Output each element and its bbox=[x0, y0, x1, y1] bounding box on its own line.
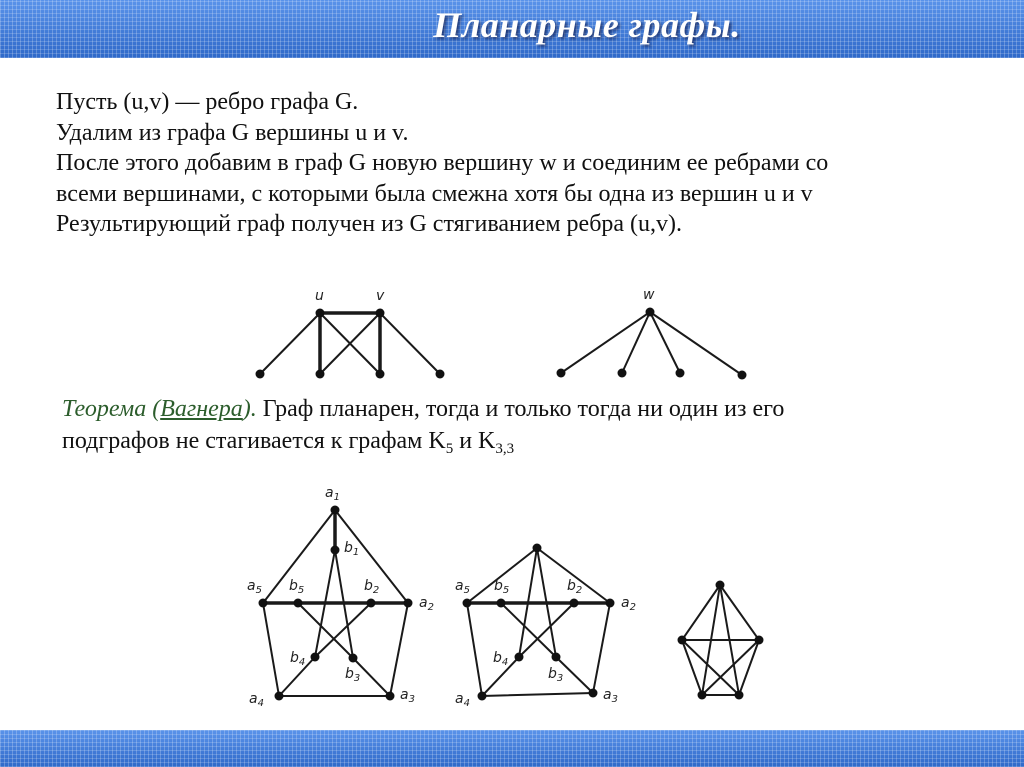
paragraph-line-3: После этого добавим в граф G новую вершину w и соединим ее ребрами со bbox=[56, 150, 829, 176]
vertex bbox=[606, 599, 615, 608]
paragraph-line-5: Результирующий граф получен из G стягиванием ребра (u,v). bbox=[56, 211, 683, 237]
label-w: w bbox=[643, 287, 655, 303]
vertex bbox=[497, 599, 506, 608]
k33-subscript: 3,3 bbox=[495, 441, 515, 457]
vertex bbox=[698, 691, 707, 700]
label-u: u bbox=[315, 288, 324, 304]
theorem-label: Теорема ( bbox=[62, 396, 161, 422]
theorem-text-2: подграфов не стагивается к графам K bbox=[62, 428, 446, 454]
label-a3: $a_3$ bbox=[603, 687, 618, 705]
slide-title: Планарные графы. bbox=[433, 5, 741, 45]
vertex-b5 bbox=[294, 599, 303, 608]
graph-before-contraction bbox=[260, 313, 440, 374]
vertex-a2 bbox=[404, 599, 413, 608]
k5-subscript: 5 bbox=[445, 441, 454, 457]
vertex bbox=[557, 369, 566, 378]
vertex-a4 bbox=[275, 692, 284, 701]
label-b4: $b_4$ bbox=[290, 650, 306, 668]
label-b5: $b_5$ bbox=[289, 578, 305, 596]
vertex bbox=[716, 581, 725, 590]
label-a5: $a_5$ bbox=[455, 578, 470, 596]
label-v: v bbox=[376, 288, 385, 304]
petersen-graph-1 bbox=[263, 510, 408, 696]
vertex-b4 bbox=[311, 653, 320, 662]
vertex-b2 bbox=[367, 599, 376, 608]
label-b1: $b_1$ bbox=[344, 540, 360, 558]
vertex bbox=[256, 370, 265, 379]
petersen-graph-2 bbox=[467, 548, 610, 696]
theorem-text-1: Граф планарен, тогда и только тогда ни один из его bbox=[256, 396, 785, 422]
vertex bbox=[589, 689, 598, 698]
vertex bbox=[436, 370, 445, 379]
vertex bbox=[570, 599, 579, 608]
vertex bbox=[463, 599, 472, 608]
label-b4: $b_4$ bbox=[493, 650, 509, 668]
vertex bbox=[316, 370, 325, 379]
vertex bbox=[478, 692, 487, 701]
vertex bbox=[376, 370, 385, 379]
vertex-a3 bbox=[386, 692, 395, 701]
vertex bbox=[515, 653, 524, 662]
vertex bbox=[755, 636, 764, 645]
label-a4: $a_4$ bbox=[455, 691, 470, 709]
label-a4: $a_4$ bbox=[249, 691, 264, 709]
label-b3: $b_3$ bbox=[345, 666, 361, 684]
footer-band bbox=[0, 730, 1024, 767]
theorem-and: и K bbox=[453, 428, 496, 454]
vertex-w bbox=[646, 308, 655, 317]
vertex-v bbox=[376, 309, 385, 318]
vertex bbox=[678, 636, 687, 645]
vertex-u bbox=[316, 309, 325, 318]
vertex-b1 bbox=[331, 546, 340, 555]
vertex bbox=[618, 369, 627, 378]
vertex bbox=[738, 371, 747, 380]
wagner-link[interactable]: Вагнера bbox=[160, 396, 243, 422]
label-a1: $a_1$ bbox=[325, 485, 340, 503]
vertex-a1 bbox=[331, 506, 340, 515]
vertex bbox=[533, 544, 542, 553]
vertex bbox=[676, 369, 685, 378]
vertex bbox=[735, 691, 744, 700]
label-b5: $b_5$ bbox=[494, 578, 510, 596]
label-b3: $b_3$ bbox=[548, 666, 564, 684]
label-a2: $a_2$ bbox=[621, 595, 636, 613]
label-b2: $b_2$ bbox=[364, 578, 380, 596]
paragraph-line-4: всеми вершинами, с которыми была смежна хотя бы одна из вершин u и v bbox=[56, 180, 813, 207]
vertex-a5 bbox=[259, 599, 268, 608]
paragraph-line-2: Удалим из графа G вершины u и v. bbox=[56, 119, 409, 146]
k5-graph bbox=[682, 585, 759, 695]
label-a5: $a_5$ bbox=[247, 578, 262, 596]
theorem-label-end: ). bbox=[242, 396, 257, 422]
vertex-b3 bbox=[349, 654, 358, 663]
graph-after-contraction bbox=[561, 312, 742, 375]
label-b2: $b_2$ bbox=[567, 578, 583, 596]
vertex bbox=[552, 653, 561, 662]
label-a2: $a_2$ bbox=[419, 595, 434, 613]
label-a3: $a_3$ bbox=[400, 687, 415, 705]
paragraph-line-1: Пусть (u,v) — ребро графа G. bbox=[56, 89, 359, 115]
